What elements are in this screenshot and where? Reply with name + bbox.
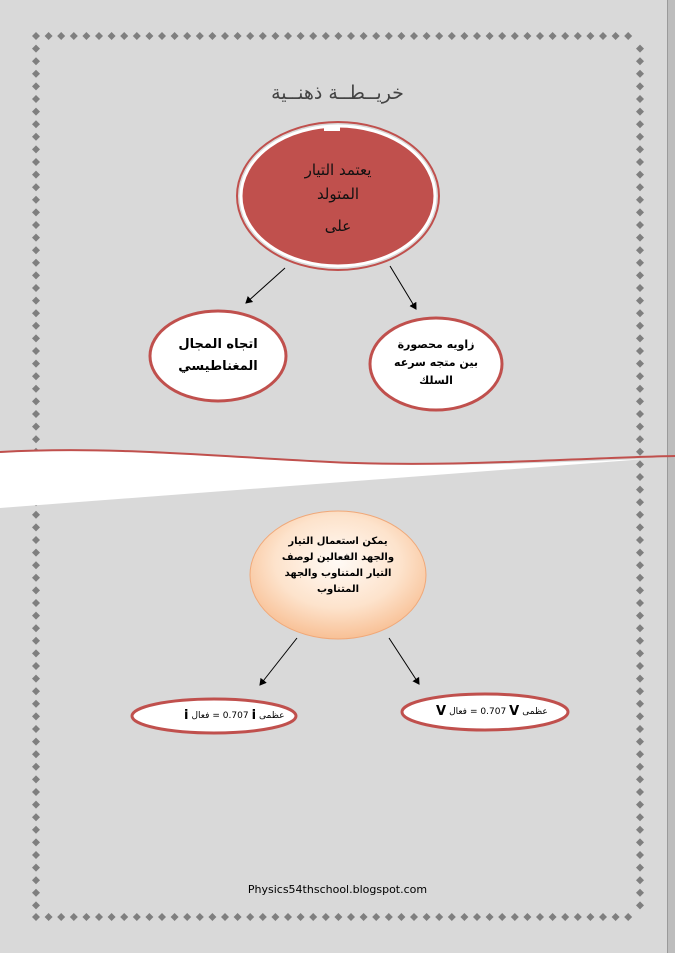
main-node-line2: المتولد — [316, 185, 360, 203]
border-diamond — [32, 271, 40, 279]
border-diamond — [32, 775, 40, 783]
border-diamond — [32, 586, 40, 594]
border-diamond — [448, 32, 456, 40]
border-diamond — [486, 32, 494, 40]
border-diamond — [32, 57, 40, 65]
border-diamond — [636, 649, 644, 657]
border-diamond — [636, 372, 644, 380]
border-diamond — [32, 700, 40, 708]
border-diamond — [32, 347, 40, 355]
border-diamond — [322, 913, 330, 921]
border-diamond — [32, 183, 40, 191]
border-diamond — [120, 32, 128, 40]
border-diamond — [32, 133, 40, 141]
right-node-top-text — [380, 330, 492, 396]
border-diamond — [158, 32, 166, 40]
border-diamond — [636, 498, 644, 506]
border-diamond — [32, 599, 40, 607]
border-diamond — [246, 913, 254, 921]
border-diamond — [636, 763, 644, 771]
border-diamond — [297, 913, 305, 921]
border-diamond — [360, 913, 368, 921]
border-diamond — [297, 32, 305, 40]
white-wedge — [0, 450, 646, 508]
border-diamond — [624, 32, 632, 40]
border-diamond — [32, 234, 40, 242]
left-node-line1: اتجاه المجال — [178, 337, 258, 352]
border-diamond — [636, 775, 644, 783]
border-diamond — [57, 913, 65, 921]
border-diamond — [536, 913, 544, 921]
border-diamond — [636, 397, 644, 405]
main-node-line1: يعتمد التيار — [304, 161, 372, 179]
peach-node-line3: التيار المتناوب والجهد — [284, 568, 392, 579]
border-diamond — [32, 423, 40, 431]
border-diamond — [120, 913, 128, 921]
border-diamond — [586, 32, 594, 40]
border-diamond — [171, 32, 179, 40]
peach-node-text — [268, 532, 408, 600]
border-diamond — [561, 913, 569, 921]
border-diamond — [32, 246, 40, 254]
border-diamond — [133, 913, 141, 921]
border-diamond — [636, 322, 644, 330]
border-diamond — [423, 32, 431, 40]
border-diamond — [636, 259, 644, 267]
border-diamond — [612, 32, 620, 40]
border-diamond — [32, 901, 40, 909]
border-diamond — [636, 347, 644, 355]
border-diamond — [448, 913, 456, 921]
border-diamond — [636, 145, 644, 153]
border-diamond — [636, 284, 644, 292]
border-diamond — [32, 360, 40, 368]
border-diamond — [32, 536, 40, 544]
border-diamond — [636, 246, 644, 254]
arrow-bottom-right — [389, 638, 419, 684]
border-diamond — [636, 549, 644, 557]
border-diamond — [32, 725, 40, 733]
left-node-top-text — [160, 330, 276, 382]
border-diamond — [636, 486, 644, 494]
border-diamond — [636, 196, 644, 204]
footer-url: Physics54thschool.blogspot.com — [247, 883, 428, 896]
border-diamond — [32, 120, 40, 128]
main-node-top-text — [258, 150, 418, 246]
border-diamond — [636, 536, 644, 544]
border-diamond — [498, 32, 506, 40]
border-diamond — [636, 423, 644, 431]
border-diamond — [636, 385, 644, 393]
border-diamond — [32, 108, 40, 116]
border-diamond — [145, 913, 153, 921]
border-diamond — [636, 675, 644, 683]
arrow-top-right — [390, 266, 416, 309]
border-diamond — [32, 385, 40, 393]
border-diamond — [385, 913, 393, 921]
formula-voltage — [436, 704, 548, 719]
border-diamond — [636, 700, 644, 708]
border-diamond — [259, 32, 267, 40]
main-oval-tab — [324, 127, 340, 131]
border-diamond — [32, 45, 40, 53]
border-diamond — [284, 32, 292, 40]
border-diamond — [636, 410, 644, 418]
border-diamond — [460, 32, 468, 40]
formula-voltage-peak-label: عظمى — [522, 706, 548, 717]
border-diamond — [32, 675, 40, 683]
border-diamond — [574, 32, 582, 40]
border-diamond — [32, 813, 40, 821]
border-diamond — [32, 864, 40, 872]
border-diamond — [234, 32, 242, 40]
border-diamond — [32, 397, 40, 405]
border-diamond — [32, 687, 40, 695]
border-diamond — [636, 120, 644, 128]
left-node-line2: المغناطيسي — [178, 359, 258, 374]
border-diamond — [32, 738, 40, 746]
border-diamond — [82, 913, 90, 921]
border-diamond — [636, 624, 644, 632]
border-diamond — [234, 913, 242, 921]
border-diamond — [32, 158, 40, 166]
border-diamond — [636, 561, 644, 569]
arrow-bottom-left — [260, 638, 297, 685]
border-diamond — [636, 662, 644, 670]
border-diamond — [599, 32, 607, 40]
border-diamond — [133, 32, 141, 40]
border-diamond — [636, 234, 644, 242]
border-diamond — [636, 901, 644, 909]
border-diamond — [32, 637, 40, 645]
border-diamond — [636, 511, 644, 519]
border-diamond — [636, 133, 644, 141]
border-diamond — [208, 913, 216, 921]
border-diamond — [636, 473, 644, 481]
border-diamond — [32, 763, 40, 771]
border-diamond — [183, 32, 191, 40]
border-diamond — [549, 32, 557, 40]
border-diamond — [636, 435, 644, 443]
border-diamond — [636, 750, 644, 758]
border-diamond — [435, 913, 443, 921]
border-diamond — [196, 913, 204, 921]
border-diamond — [498, 913, 506, 921]
border-diamond — [636, 448, 644, 456]
right-node-line1: زاويه محصورة — [397, 338, 475, 351]
border-diamond — [636, 687, 644, 695]
formula-current-equals: = 0.707 — [212, 710, 249, 721]
border-diamond — [271, 32, 279, 40]
border-diamond — [208, 32, 216, 40]
formula-current-effective-label: فعال — [191, 710, 210, 721]
border-diamond — [32, 561, 40, 569]
border-diamond — [636, 108, 644, 116]
border-diamond — [636, 725, 644, 733]
border-diamond — [221, 913, 229, 921]
border-diamond — [473, 913, 481, 921]
border-diamond — [473, 32, 481, 40]
formula-voltage-peak-symbol: V — [509, 704, 520, 719]
border-diamond — [32, 750, 40, 758]
border-diamond — [32, 297, 40, 305]
border-diamond — [347, 32, 355, 40]
border-diamond — [372, 32, 380, 40]
border-diamond — [32, 788, 40, 796]
border-diamond — [32, 801, 40, 809]
border-diamond — [536, 32, 544, 40]
border-diamond — [347, 913, 355, 921]
peach-node-line4: المتناوب — [316, 584, 360, 595]
border-diamond — [511, 32, 519, 40]
border-diamond — [523, 913, 531, 921]
border-diamond — [309, 913, 317, 921]
border-diamond — [32, 208, 40, 216]
border-diamond — [32, 612, 40, 620]
border-diamond — [636, 70, 644, 78]
border-diamond — [32, 624, 40, 632]
border-diamond — [636, 801, 644, 809]
border-diamond — [636, 271, 644, 279]
border-diamond — [410, 913, 418, 921]
border-diamond — [636, 813, 644, 821]
border-diamond — [636, 334, 644, 342]
formula-voltage-effective-label: فعال — [449, 706, 467, 717]
border-diamond — [385, 32, 393, 40]
border-diamond — [586, 913, 594, 921]
border-diamond — [636, 838, 644, 846]
border-diamond — [636, 221, 644, 229]
border-diamond — [636, 171, 644, 179]
border-diamond — [636, 360, 644, 368]
border-diamond — [32, 171, 40, 179]
formula-current-peak-symbol: i — [251, 708, 257, 723]
border-diamond — [145, 32, 153, 40]
border-diamond — [549, 913, 557, 921]
border-diamond — [636, 309, 644, 317]
peach-node-line1: يمكن استعمال التيار — [288, 536, 388, 547]
border-diamond — [636, 788, 644, 796]
formula-current-peak-label: عظمى — [259, 710, 285, 721]
border-diamond — [360, 32, 368, 40]
border-diamond — [636, 297, 644, 305]
right-node-line2: بين متجه سرعه — [394, 356, 478, 369]
border-diamond — [196, 32, 204, 40]
border-diamond — [486, 913, 494, 921]
border-diamond — [32, 32, 40, 40]
border-diamond — [32, 334, 40, 342]
border-diamond — [599, 913, 607, 921]
border-diamond — [612, 913, 620, 921]
border-diamond — [57, 32, 65, 40]
border-diamond — [32, 662, 40, 670]
border-diamond — [171, 913, 179, 921]
border-diamond — [70, 913, 78, 921]
border-diamond — [70, 32, 78, 40]
border-diamond — [32, 649, 40, 657]
border-diamond — [636, 586, 644, 594]
arrow-top-left — [246, 268, 285, 303]
border-diamond — [523, 32, 531, 40]
border-diamond — [636, 712, 644, 720]
formula-current-symbol: i — [184, 708, 189, 723]
border-diamond — [423, 913, 431, 921]
border-diamond — [511, 913, 519, 921]
border-diamond — [284, 913, 292, 921]
border-diamond — [636, 851, 644, 859]
border-diamond — [32, 145, 40, 153]
border-diamond — [397, 32, 405, 40]
border-diamond — [624, 913, 632, 921]
border-diamond — [636, 460, 644, 468]
border-diamond — [45, 32, 53, 40]
border-diamond — [259, 913, 267, 921]
border-diamond — [271, 913, 279, 921]
border-diamond — [32, 838, 40, 846]
border-diamond — [82, 32, 90, 40]
border-diamond — [32, 410, 40, 418]
border-diamond — [108, 32, 116, 40]
border-diamond — [636, 599, 644, 607]
border-diamond — [410, 32, 418, 40]
border-diamond — [32, 913, 40, 921]
border-diamond — [32, 259, 40, 267]
border-diamond — [636, 158, 644, 166]
border-diamond — [435, 32, 443, 40]
border-diamond — [32, 549, 40, 557]
border-diamond — [636, 574, 644, 582]
border-diamond — [32, 221, 40, 229]
border-diamond — [32, 196, 40, 204]
main-node-line3: على — [324, 217, 352, 235]
border-diamond — [636, 523, 644, 531]
border-diamond — [636, 864, 644, 872]
border-diamond — [158, 913, 166, 921]
border-diamond — [32, 435, 40, 443]
border-diamond — [334, 913, 342, 921]
border-diamond — [32, 322, 40, 330]
border-diamond — [460, 913, 468, 921]
border-diamond — [183, 913, 191, 921]
border-diamond — [32, 574, 40, 582]
border-diamond — [95, 32, 103, 40]
border-diamond — [636, 738, 644, 746]
border-diamond — [246, 32, 254, 40]
border-diamond — [32, 309, 40, 317]
page-title: خريــطــة ذهنــية — [271, 82, 404, 104]
border-diamond — [32, 70, 40, 78]
border-diamond — [636, 826, 644, 834]
border-diamond — [32, 523, 40, 531]
formula-voltage-symbol: V — [436, 704, 447, 719]
border-diamond — [32, 284, 40, 292]
right-node-line3: السلك — [419, 374, 453, 387]
border-diamond — [322, 32, 330, 40]
border-diamond — [372, 913, 380, 921]
border-diamond — [309, 32, 317, 40]
border-diamond — [636, 183, 644, 191]
border-diamond — [636, 612, 644, 620]
border-diamond — [45, 913, 53, 921]
border-diamond — [108, 913, 116, 921]
border-diamond — [32, 826, 40, 834]
border-diamond — [32, 372, 40, 380]
border-diamond — [636, 208, 644, 216]
border-diamond — [636, 45, 644, 53]
border-diamond — [574, 913, 582, 921]
border-diamond — [397, 913, 405, 921]
border-diamond — [95, 913, 103, 921]
border-diamond — [221, 32, 229, 40]
border-diamond — [334, 32, 342, 40]
border-diamond — [32, 851, 40, 859]
formula-voltage-equals: = 0.707 — [470, 706, 507, 717]
border-diamond — [636, 57, 644, 65]
border-diamond — [32, 712, 40, 720]
border-diamond — [636, 637, 644, 645]
border-diamond — [561, 32, 569, 40]
formula-current — [184, 708, 285, 723]
border-diamond — [32, 511, 40, 519]
peach-node-line2: والجهد الفعالين لوصف — [281, 552, 395, 563]
